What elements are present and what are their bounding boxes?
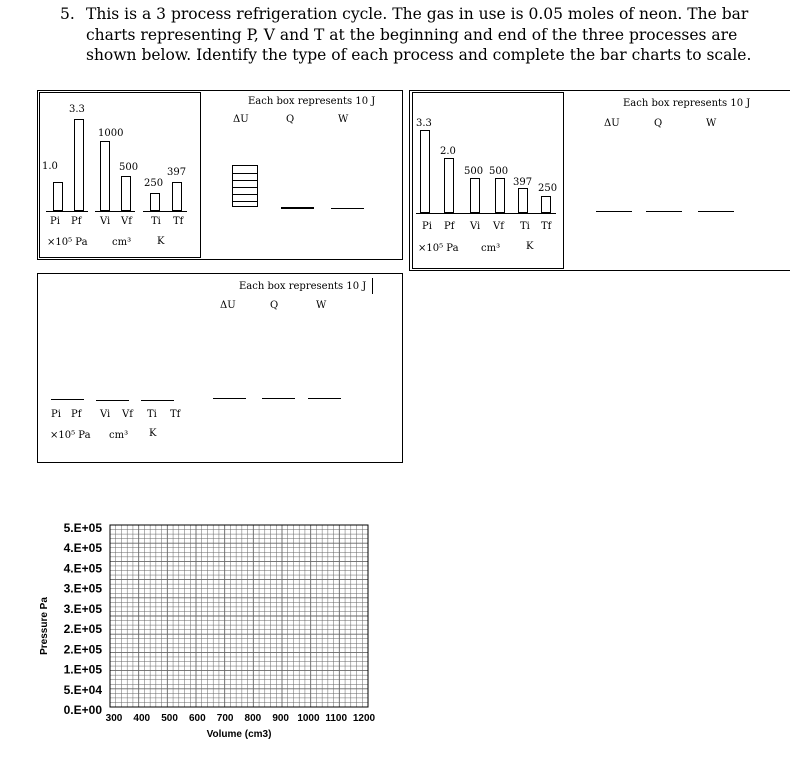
p1-pi-bar [74, 119, 84, 211]
p1-vf-value: 500 [119, 162, 139, 173]
x-tick-label: 700 [216, 713, 234, 724]
p1-ti-bar [150, 193, 160, 211]
p1-du-box-divider [233, 180, 257, 181]
p3-t-blank [141, 400, 174, 401]
p1-unit-v: cm³ [112, 237, 132, 248]
p2-unit-p: ×10⁵ Pa [418, 243, 459, 254]
p1-ti-value: 250 [144, 178, 164, 189]
p3-label-tf: Tf [170, 409, 181, 420]
question-text: This is a 3 process refrigeration cycle. The gas in use is 0.05 moles of neon. The bar charts representing P, V and T at the beginning and end of the three processes are shown below. Identify the type of each process and complete the bar charts to scale. [86, 5, 752, 64]
p2-unit-v: cm³ [481, 243, 501, 254]
p1-w-label: W [338, 114, 349, 125]
p1-label-ti: Ti [151, 216, 161, 227]
p1-energy-title: Each box represents 10 J [248, 96, 376, 107]
y-tick-label: 2.E+05 [63, 642, 102, 657]
p3-label-ti: Ti [147, 409, 157, 420]
y-tick-label: 1.E+05 [63, 662, 102, 677]
p2-energy-title: Each box represents 10 J [623, 98, 751, 109]
y-tick-label: 3.E+05 [63, 581, 102, 596]
p2-pf-bar [444, 158, 454, 213]
p1-du-label: ΔU [233, 114, 249, 125]
p1-label-vf: Vf [121, 216, 132, 227]
p2-label-vi: Vi [470, 221, 481, 232]
p3-v-blank [96, 400, 129, 401]
p1-du-box-divider [233, 173, 257, 174]
p2-w-blank [698, 211, 734, 212]
p3-unit-p: ×10⁵ Pa [50, 430, 91, 441]
p1-tf-bar [172, 182, 182, 211]
p3-unit-v: cm³ [109, 430, 129, 441]
y-tick-label: 4.E+05 [63, 561, 102, 576]
question-number: 5. [60, 5, 75, 23]
p2-tf-bar [541, 196, 551, 213]
p1-axis-p [46, 211, 88, 212]
p2-pi-bar [420, 130, 430, 213]
p2-vf-value: 500 [489, 166, 509, 177]
p2-label-vf: Vf [493, 221, 504, 232]
p1-du-boxes [232, 165, 258, 207]
p1-unit-p: ×10⁵ Pa [47, 237, 88, 248]
p2-q-label: Q [654, 118, 663, 129]
p1-axis-t [143, 211, 187, 212]
p1-vi-value: 1000 [98, 128, 124, 139]
p1-du-box-divider [233, 187, 257, 188]
x-tick-label: 400 [133, 713, 151, 724]
p3-label-vf: Vf [122, 409, 133, 420]
x-tick-label: 1000 [297, 713, 320, 724]
p2-w-label: W [706, 118, 717, 129]
p2-tf-value: 250 [538, 183, 558, 194]
p1-tf-value: 397 [167, 167, 187, 178]
p1-axis-v [95, 211, 135, 212]
p2-label-ti: Ti [520, 221, 530, 232]
p2-label-pi: Pi [422, 221, 432, 232]
y-axis-title: Pressure Pa [39, 597, 50, 655]
p1-pi-value: 3.3 [69, 104, 85, 115]
p2-pi-value: 3.3 [416, 118, 432, 129]
p1-w-blank [331, 208, 364, 209]
x-axis-title: Volume (cm3) [206, 729, 272, 740]
p3-du-label: ΔU [220, 300, 236, 311]
x-tick-label: 900 [272, 713, 290, 724]
p2-du-blank [596, 211, 632, 212]
p3-energy-title-box [236, 278, 373, 294]
p2-unit-t: K [526, 241, 534, 252]
p1-unit-t: K [157, 236, 165, 247]
p3-label-vi: Vi [100, 409, 111, 420]
p3-unit-t: K [149, 428, 157, 439]
x-tick-label: 500 [161, 713, 178, 724]
y-tick-label: 2.E+05 [63, 622, 102, 637]
p2-axis [416, 213, 556, 214]
p1-label-tf: Tf [173, 216, 184, 227]
p3-label-pi: Pi [51, 409, 61, 420]
pv-chart-svg [30, 510, 390, 770]
y-tick-label: 4.E+05 [63, 541, 102, 556]
p2-pf-value: 2.0 [440, 146, 456, 157]
x-tick-label: 300 [105, 713, 123, 724]
p3-w-label: W [316, 300, 327, 311]
p3-w-blank [308, 398, 341, 399]
x-tick-label: 1100 [325, 713, 348, 724]
p1-vi-bar [100, 141, 110, 211]
p2-ti-bar [518, 188, 528, 213]
p1-pf-value: 1.0 [42, 161, 58, 172]
pv-chart [30, 510, 390, 770]
p3-q-blank [262, 398, 295, 399]
p3-du-blank [213, 398, 246, 399]
p2-ti-value: 397 [513, 177, 533, 188]
p1-q-blank [281, 207, 314, 209]
p1-label-vi: Vi [100, 216, 111, 227]
y-tick-label: 3.E+05 [63, 601, 102, 616]
x-tick-label: 1200 [352, 713, 376, 724]
p1-pf-bar [53, 182, 63, 211]
p2-vi-value: 500 [464, 166, 484, 177]
p3-q-label: Q [270, 300, 279, 311]
y-tick-label: 5.E+05 [63, 521, 102, 535]
p1-q-label: Q [286, 114, 295, 125]
p3-label-pf: Pf [71, 409, 82, 420]
p3-energy-title: Each box represents 10 J [239, 281, 367, 292]
p2-vf-bar [495, 178, 505, 213]
p2-label-pf: Pf [444, 221, 455, 232]
p1-vf-bar [121, 176, 131, 211]
p1-label-pi: Pi [50, 216, 60, 227]
p1-du-box-divider [233, 194, 257, 195]
p1-label-pf: Pf [71, 216, 82, 227]
x-tick-label: 800 [244, 713, 262, 724]
y-tick-label: 5.E+04 [63, 682, 102, 697]
p2-du-label: ΔU [604, 118, 620, 129]
y-tick-label: 0.E+00 [63, 703, 102, 717]
p2-vi-bar [470, 178, 480, 213]
p1-du-box-divider [233, 201, 257, 202]
x-tick-label: 600 [188, 713, 206, 724]
p2-label-tf: Tf [541, 221, 552, 232]
p3-pi-blank [51, 399, 84, 400]
p2-q-blank [646, 211, 682, 212]
